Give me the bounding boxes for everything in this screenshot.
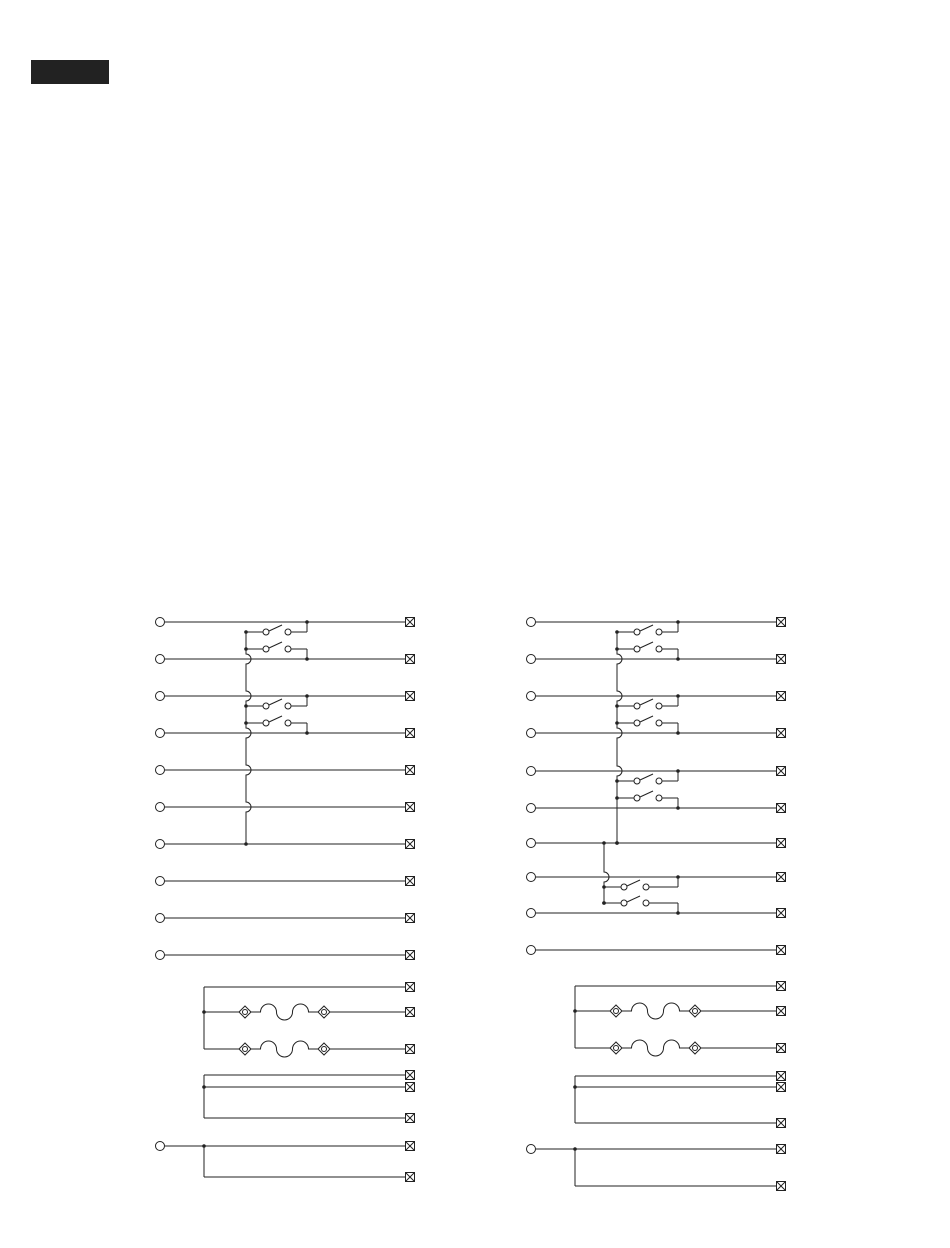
boxed-cross-terminal-icon <box>777 1119 786 1128</box>
switch-pair <box>615 769 680 810</box>
junction-dot-icon <box>615 647 619 651</box>
contact-point <box>285 629 291 635</box>
contact-point <box>285 703 291 709</box>
boxed-cross-terminal-icon <box>777 1182 786 1191</box>
switch-blade <box>640 791 653 797</box>
circle-terminal-icon <box>527 804 536 813</box>
contact-point <box>634 720 640 726</box>
circle-terminal-icon <box>156 618 165 627</box>
right-circuit <box>527 618 786 1191</box>
contact-point <box>656 703 662 709</box>
boxed-cross-terminal-icon <box>777 729 786 738</box>
junction-dot-icon <box>676 911 680 915</box>
switch-pair <box>615 694 680 735</box>
junction-dot-icon <box>602 841 606 845</box>
switch-contact-icon <box>244 642 309 661</box>
switch-blade <box>627 896 640 902</box>
boxed-cross-terminal-icon <box>406 1114 415 1123</box>
contact-point <box>634 703 640 709</box>
junction-dot-icon <box>676 806 680 810</box>
fuse-contact <box>693 1009 698 1014</box>
boxed-cross-terminal-icon <box>406 914 415 923</box>
circle-terminal-icon <box>156 840 165 849</box>
contact-point <box>621 884 627 890</box>
circle-terminal-icon <box>156 803 165 812</box>
junction-dot-icon <box>615 841 619 845</box>
boxed-cross-terminal-icon <box>777 873 786 882</box>
fuse-contact <box>243 1010 248 1015</box>
bus-wire <box>604 843 609 903</box>
boxed-cross-terminal-icon <box>777 1044 786 1053</box>
fuse-element <box>622 1040 689 1056</box>
circle-terminal-icon <box>156 877 165 886</box>
junction-dot-icon <box>573 1009 577 1013</box>
fuse-icon <box>610 1040 701 1056</box>
fuse-element <box>622 1003 689 1019</box>
junction-dot-icon <box>244 704 248 708</box>
switch-blade <box>269 699 282 705</box>
junction-dot-icon <box>615 630 619 634</box>
contact-point <box>656 795 662 801</box>
junction-dot-icon <box>615 704 619 708</box>
circle-terminal-icon <box>156 914 165 923</box>
bus-wire <box>617 632 622 843</box>
boxed-cross-terminal-icon <box>406 655 415 664</box>
circle-terminal-icon <box>156 1142 165 1151</box>
boxed-cross-terminal-icon <box>777 1072 786 1081</box>
boxed-cross-terminal-icon <box>777 946 786 955</box>
contact-point <box>634 795 640 801</box>
boxed-cross-terminal-icon <box>777 909 786 918</box>
fuse-contact <box>322 1047 327 1052</box>
junction-dot-icon <box>676 875 680 879</box>
boxed-cross-terminal-icon <box>406 1071 415 1080</box>
boxed-cross-terminal-icon <box>777 1083 786 1092</box>
junction-dot-icon <box>305 620 309 624</box>
switch-contact-icon <box>615 716 680 735</box>
contact-point <box>643 884 649 890</box>
boxed-cross-terminal-icon <box>406 1173 415 1182</box>
junction-dot-icon <box>676 620 680 624</box>
contact-point <box>656 629 662 635</box>
switch-contact-icon <box>602 896 680 915</box>
switch-blade <box>640 774 653 780</box>
boxed-cross-terminal-icon <box>777 692 786 701</box>
boxed-cross-terminal-icon <box>406 1142 415 1151</box>
fuse-element <box>251 1041 318 1057</box>
circle-terminal-icon <box>156 655 165 664</box>
circle-terminal-icon <box>156 766 165 775</box>
contact-point <box>656 720 662 726</box>
switch-pair <box>244 620 309 661</box>
switch-blade <box>269 716 282 722</box>
contact-point <box>285 646 291 652</box>
junction-dot-icon <box>676 694 680 698</box>
fuse-contact <box>614 1009 619 1014</box>
fuse-icon <box>239 1041 330 1057</box>
switch-pair <box>615 620 680 661</box>
boxed-cross-terminal-icon <box>406 983 415 992</box>
boxed-cross-terminal-icon <box>406 951 415 960</box>
junction-dot-icon <box>202 1085 206 1089</box>
fuse-contact <box>693 1046 698 1051</box>
switch-pair <box>244 694 309 735</box>
circle-terminal-icon <box>527 909 536 918</box>
switch-contact-icon <box>615 642 680 661</box>
circle-terminal-icon <box>156 729 165 738</box>
switch-blade <box>627 880 640 886</box>
circle-terminal-icon <box>527 767 536 776</box>
contact-point <box>656 778 662 784</box>
junction-dot-icon <box>244 647 248 651</box>
circle-terminal-icon <box>527 729 536 738</box>
boxed-cross-terminal-icon <box>406 766 415 775</box>
junction-dot-icon <box>305 657 309 661</box>
circle-terminal-icon <box>527 1145 536 1154</box>
left-circuit <box>156 618 415 1182</box>
circle-terminal-icon <box>527 692 536 701</box>
fuse-icon <box>239 1004 330 1020</box>
switch-pair <box>602 875 680 915</box>
junction-dot-icon <box>202 1144 206 1148</box>
junction-dot-icon <box>244 842 248 846</box>
circle-terminal-icon <box>527 946 536 955</box>
junction-dot-icon <box>615 721 619 725</box>
contact-point <box>263 646 269 652</box>
junction-dot-icon <box>676 657 680 661</box>
junction-dot-icon <box>615 796 619 800</box>
switch-blade <box>640 642 653 648</box>
circle-terminal-icon <box>527 873 536 882</box>
boxed-cross-terminal-icon <box>406 1083 415 1092</box>
junction-dot-icon <box>573 1147 577 1151</box>
switch-contact-icon <box>615 791 680 810</box>
contact-point <box>643 900 649 906</box>
junction-dot-icon <box>202 1010 206 1014</box>
junction-dot-icon <box>305 731 309 735</box>
junction-dot-icon <box>615 779 619 783</box>
switch-blade <box>640 699 653 705</box>
junction-dot-icon <box>244 630 248 634</box>
junction-dot-icon <box>602 901 606 905</box>
contact-point <box>634 646 640 652</box>
contact-point <box>634 778 640 784</box>
circle-terminal-icon <box>527 839 536 848</box>
junction-dot-icon <box>676 769 680 773</box>
contact-point <box>285 720 291 726</box>
fuse-icon <box>610 1003 701 1019</box>
contact-point <box>263 703 269 709</box>
circle-terminal-icon <box>156 951 165 960</box>
fuse-contact <box>243 1047 248 1052</box>
contact-point <box>656 646 662 652</box>
boxed-cross-terminal-icon <box>406 1045 415 1054</box>
fuse-contact <box>614 1046 619 1051</box>
boxed-cross-terminal-icon <box>406 840 415 849</box>
boxed-cross-terminal-icon <box>406 618 415 627</box>
boxed-cross-terminal-icon <box>406 803 415 812</box>
fuse-element <box>251 1004 318 1020</box>
boxed-cross-terminal-icon <box>406 692 415 701</box>
circle-terminal-icon <box>156 692 165 701</box>
switch-blade <box>640 625 653 631</box>
circle-terminal-icon <box>527 618 536 627</box>
contact-point <box>621 900 627 906</box>
circle-terminal-icon <box>527 655 536 664</box>
boxed-cross-terminal-icon <box>777 655 786 664</box>
boxed-cross-terminal-icon <box>406 877 415 886</box>
boxed-cross-terminal-icon <box>777 618 786 627</box>
bus-wire <box>246 632 251 844</box>
junction-dot-icon <box>676 731 680 735</box>
boxed-cross-terminal-icon <box>406 1008 415 1017</box>
junction-dot-icon <box>244 721 248 725</box>
switch-blade <box>269 642 282 648</box>
boxed-cross-terminal-icon <box>777 982 786 991</box>
switch-contact-icon <box>244 716 309 735</box>
junction-dot-icon <box>602 885 606 889</box>
switch-blade <box>640 716 653 722</box>
boxed-cross-terminal-icon <box>777 804 786 813</box>
junction-dot-icon <box>573 1085 577 1089</box>
boxed-cross-terminal-icon <box>406 729 415 738</box>
boxed-cross-terminal-icon <box>777 1145 786 1154</box>
contact-point <box>263 629 269 635</box>
switch-blade <box>269 625 282 631</box>
contact-point <box>263 720 269 726</box>
boxed-cross-terminal-icon <box>777 1007 786 1016</box>
boxed-cross-terminal-icon <box>777 767 786 776</box>
fuse-contact <box>322 1010 327 1015</box>
contact-point <box>634 629 640 635</box>
boxed-cross-terminal-icon <box>777 839 786 848</box>
junction-dot-icon <box>305 694 309 698</box>
